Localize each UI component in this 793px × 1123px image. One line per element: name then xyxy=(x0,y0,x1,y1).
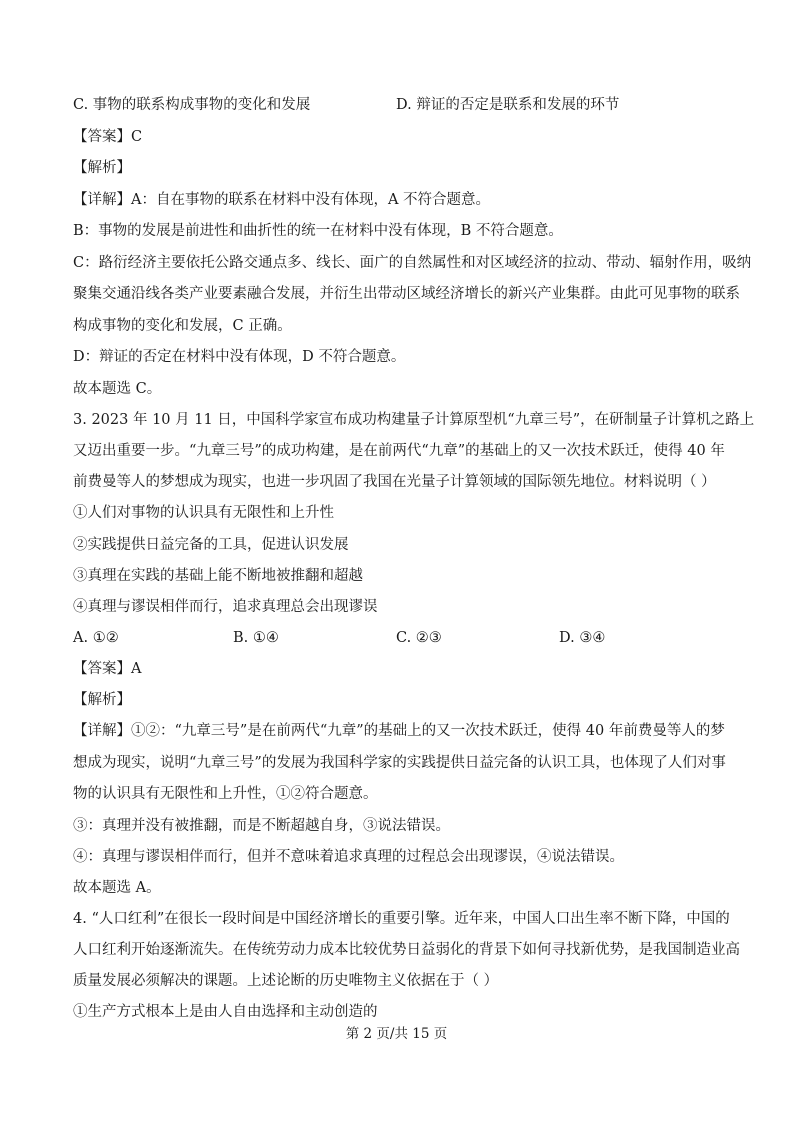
q2-analysis-heading: 【解析】 xyxy=(73,160,131,176)
q3-analysis-line: 想成为现实，说明“九章三号”的发展为我国科学家的实践提供日益完备的认识工具，也体现了人们对事 xyxy=(73,755,726,771)
page-footer: 第 2 页/共 15 页 xyxy=(345,1026,448,1042)
q3-option-a: A. ①② xyxy=(73,630,119,646)
q4-statement: ①生产方式根本上是由人自由选择和主动创造的 xyxy=(73,1004,378,1020)
q2-answer: 【答案】C xyxy=(73,129,143,145)
q3-option-b: B. ①④ xyxy=(233,630,279,646)
q3-analysis-line: 故本题选 A。 xyxy=(73,880,161,896)
q4-stem-line: 4. “人口红利”在很长一段时间是中国经济增长的重要引擎。近年来，中国人口出生率不断下降，中国的 xyxy=(73,911,730,927)
q2-analysis-line: B：事物的发展是前进性和曲折性的统一在材料中没有体现，B 不符合题意。 xyxy=(73,223,563,239)
q3-option-d: D. ③④ xyxy=(559,630,606,646)
q3-analysis-heading: 【解析】 xyxy=(73,692,131,708)
q4-stem-line: 人口红利开始逐渐流失。在传统劳动力成本比较优势日益弱化的背景下如何寻找新优势，是我国制造业高 xyxy=(73,942,740,958)
q2-analysis-line: C：路衍经济主要依托公路交通点多、线长、面广的自然属性和对区域经济的拉动、带动、辐射作用，吸纳 xyxy=(73,255,752,271)
q3-stem-line: 3. 2023 年 10 月 11 日，中国科学家宣布成功构建量子计算原型机“九章三号”，在研制量子计算机之路上 xyxy=(73,412,755,428)
q2-analysis-line: 聚集交通沿线各类产业要素融合发展，并衍生出带动区域经济增长的新兴产业集群。由此可见事物的联系 xyxy=(73,286,740,302)
q3-statement: ①人们对事物的认识具有无限性和上升性 xyxy=(73,505,334,521)
q2-analysis-line: 构成事物的变化和发展，C 正确。 xyxy=(73,318,292,334)
q3-analysis-line: 【详解】①②：“九章三号”是在前两代“九章”的基础上的又一次技术跃迁，使得 40 年前费曼等人的梦 xyxy=(73,723,725,739)
q3-analysis-line: 物的认识具有无限性和上升性，①②符合题意。 xyxy=(73,786,378,802)
q3-analysis-line: ③：真理并没有被推翻，而是不断超越自身，③说法错误。 xyxy=(73,818,450,834)
q2-analysis-line: D：辩证的否定在材料中没有体现，D 不符合题意。 xyxy=(73,349,406,365)
q2-analysis-line: 【详解】A：自在事物的联系在材料中没有体现，A 不符合题意。 xyxy=(73,192,491,208)
q3-option-c: C. ②③ xyxy=(396,630,442,646)
q3-statement: ④真理与谬误相伴而行，追求真理总会出现谬误 xyxy=(73,599,378,615)
q2-option-d: D. 辩证的否定是联系和发展的环节 xyxy=(396,97,620,113)
q2-analysis-line: 故本题选 C。 xyxy=(73,381,162,397)
q3-stem-line: 前费曼等人的梦想成为现实，也进一步巩固了我国在光量子计算领域的国际领先地位。材料说明（ ） xyxy=(73,474,716,490)
q3-stem-line: 又迈出重要一步。“九章三号”的成功构建，是在前两代“九章”的基础上的又一次技术跃迁，使得 40 年 xyxy=(73,443,725,459)
q3-analysis-line: ④：真理与谬误相伴而行，但并不意味着追求真理的过程总会出现谬误，④说法错误。 xyxy=(73,849,624,865)
q3-statement: ③真理在实践的基础上能不断地被推翻和超越 xyxy=(73,568,363,584)
q4-stem-line: 质量发展必须解决的课题。上述论断的历史唯物主义依据在于（ ） xyxy=(73,973,499,989)
q2-option-c: C. 事物的联系构成事物的变化和发展 xyxy=(73,97,311,113)
q3-statement: ②实践提供日益完备的工具，促进认识发展 xyxy=(73,537,349,553)
q3-answer: 【答案】A xyxy=(73,661,142,677)
